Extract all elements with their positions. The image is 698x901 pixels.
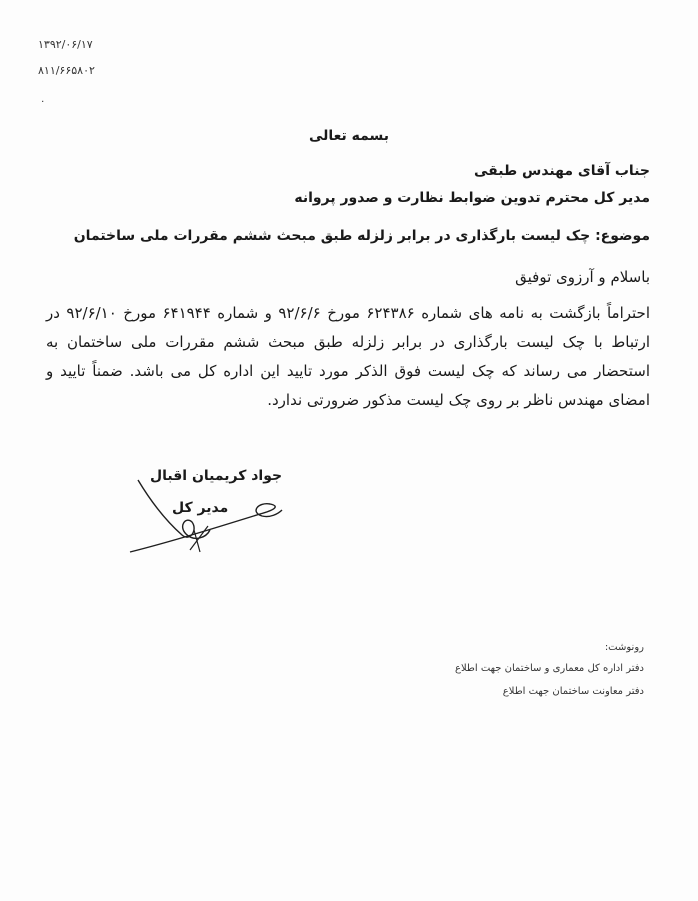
cc-item: دفتر معاونت ساختمان جهت اطلاع: [502, 686, 644, 697]
signatory-title: مدیر کل: [172, 500, 229, 516]
cc-heading: رونوشت:: [604, 642, 644, 653]
basmala-heading: بسمه تعالی: [308, 128, 390, 144]
letter-subject: موضوع: چک لیست بارگذاری در برابر زلزله طبق مبحث ششم مقررات ملی ساختمان: [73, 228, 650, 244]
recipient-name: جناب آقای مهندس طبقی: [474, 163, 650, 179]
greeting: باسلام و آرزوی توفیق: [515, 268, 650, 286]
cc-item: دفتر اداره کل معماری و ساختمان جهت اطلاع: [454, 663, 644, 674]
letter-body: احتراماً بازگشت به نامه های شماره ۶۲۴۳۸۶ مورخ ۹۲/۶/۶ و شماره ۶۴۱۹۴۴ مورخ ۹۲/۶/۱۰ در ارتباط با چک لیست بارگذاری در برابر زلزله طبق مبحث ششم مقررات ملی ساختمان به استحضار می رساند که چک لیست فوق الذکر مورد تایید این اداره کل می باشد. ضمناً تایید و امضای مهندس ناظر بر روی چک لیست مذکور ضرورتی ندارد.: [46, 304, 650, 409]
letter-mark: ۰: [40, 96, 46, 107]
letter-number: ۸۱۱/۶۶۵۸۰۲: [38, 64, 95, 77]
signatory-name: جواد کریمیان اقبال: [150, 468, 283, 484]
recipient-title: مدیر کل محترم تدوین ضوابط نظارت و صدور پروانه: [294, 190, 650, 206]
letter-date: ۱۳۹۲/۰۶/۱۷: [38, 38, 93, 51]
